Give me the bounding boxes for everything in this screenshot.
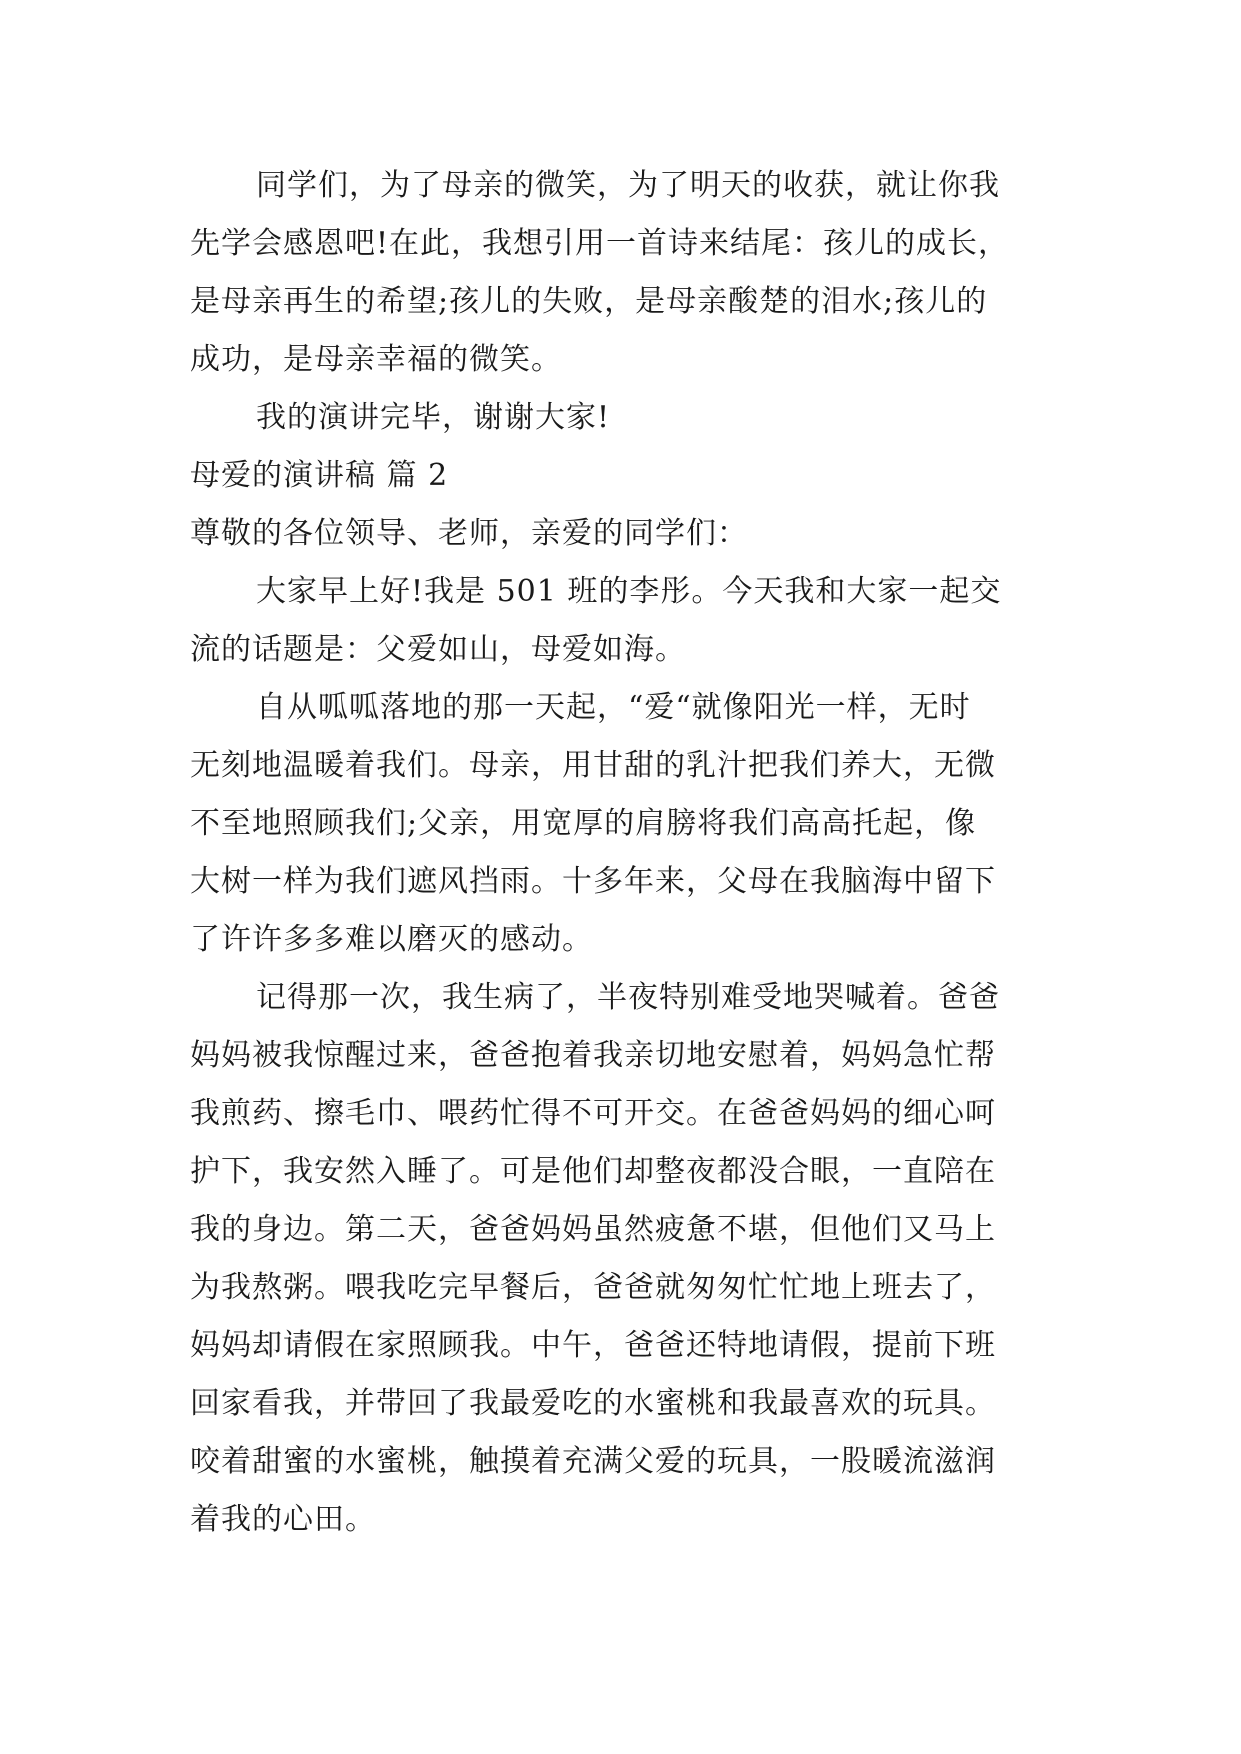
text-line: 为我熬粥。喂我吃完早餐后，爸爸就匆匆忙忙地上班去了，: [190, 1270, 996, 1305]
text-line: 我煎药、擦毛巾、喂药忙得不可开交。在爸爸妈妈的细心呵: [190, 1096, 996, 1131]
text-line: 着我的心田。: [190, 1502, 376, 1537]
text-line: 是母亲再生的希望;孩儿的失败，是母亲酸楚的泪水;孩儿的: [190, 284, 988, 319]
text-line: 大树一样为我们遮风挡雨。十多年来，父母在我脑海中留下: [190, 864, 996, 899]
text-line: 咬着甜蜜的水蜜桃，触摸着充满父爱的玩具，一股暖流滋润: [190, 1444, 996, 1479]
text-line: 妈妈却请假在家照顾我。中午，爸爸还特地请假，提前下班: [190, 1328, 996, 1363]
text-line: 了许许多多难以磨灭的感动。: [190, 922, 593, 957]
text-line: 无刻地温暖着我们。母亲，用甘甜的乳汁把我们养大，无微: [190, 748, 996, 783]
salutation: 尊敬的各位领导、老师，亲爱的同学们：: [190, 516, 748, 551]
text-line: 自从呱呱落地的那一天起，“爱“就像阳光一样，无时: [256, 690, 971, 725]
text-line: 护下，我安然入睡了。可是他们却整夜都没合眼，一直陪在: [190, 1154, 996, 1189]
text-line: 妈妈被我惊醒过来，爸爸抱着我亲切地安慰着，妈妈急忙帮: [190, 1038, 996, 1073]
section-heading: 母爱的演讲稿 篇 2: [190, 458, 449, 493]
text-line: 回家看我，并带回了我最爱吃的水蜜桃和我最喜欢的玩具。: [190, 1386, 996, 1421]
text-line: 先学会感恩吧!在此，我想引用一首诗来结尾：孩儿的成长，: [190, 226, 1010, 261]
text-line: 流的话题是：父爱如山，母爱如海。: [190, 632, 686, 667]
text-line: 我的身边。第二天，爸爸妈妈虽然疲惫不堪，但他们又马上: [190, 1212, 996, 1247]
text-line: 不至地照顾我们;父亲，用宽厚的肩膀将我们高高托起，像: [190, 806, 977, 841]
text-line: 成功，是母亲幸福的微笑。: [190, 342, 562, 377]
text-line: 同学们，为了母亲的微笑，为了明天的收获，就让你我: [256, 168, 1000, 203]
text-line: 我的演讲完毕，谢谢大家!: [256, 400, 611, 435]
text-line: 记得那一次，我生病了，半夜特别难受地哭喊着。爸爸: [256, 980, 1000, 1015]
text-line: 大家早上好!我是 501 班的李彤。今天我和大家一起交: [256, 574, 1002, 609]
